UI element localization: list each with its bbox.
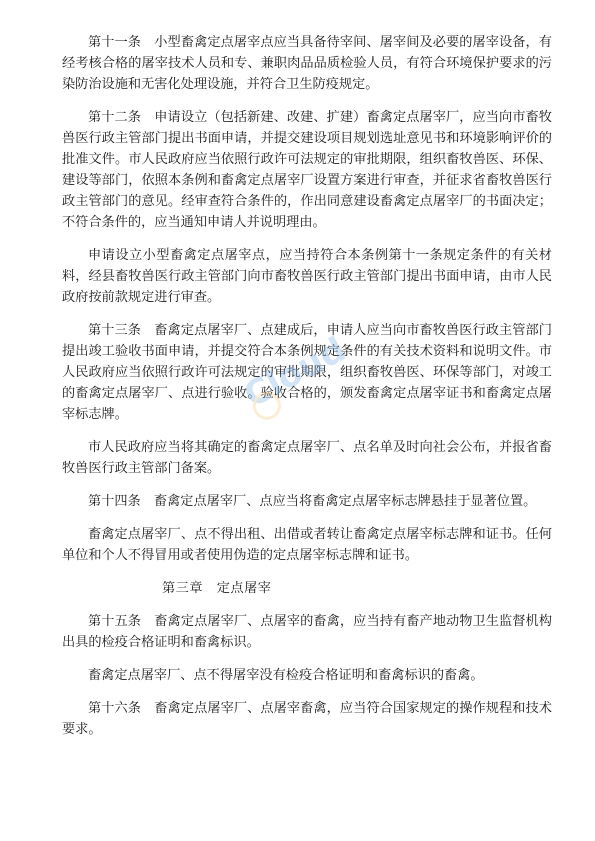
article-13-paragraph: 第十三条 畜禽定点屠宰厂、点建成后，申请人应当向市畜牧兽医行政主管部门提出竣工验收书面申请，并提交符合本条例规定条件的有关技术资料和说明文件。市人民政府应当依照行政许可法规定的审批期限，组织畜牧兽医、环保等部门，对竣工的畜禽定点屠宰厂、点进行验收。验收合格的，颁发畜禽定点屠宰证书和畜禽定点屠宰标志牌。 bbox=[62, 323, 552, 422]
article-11-paragraph: 第十一条 小型畜禽定点屠宰点应当具备待宰间、屠宰间及必要的屠宰设备，有经考核合格的屠宰技术人员和专、兼职肉品品质检验人员，有符合环境保护要求的污染防治设施和无害化处理设施，并符合卫生防疫规定。 bbox=[62, 35, 552, 92]
article-12-continuation-paragraph: 申请设立小型畜禽定点屠宰点，应当持符合本条例第十一条规定条件的有关材料，经县畜牧兽医行政主管部门向市畜牧兽医行政主管部门提出书面申请，由市人民政府按前款规定进行审查。 bbox=[62, 248, 552, 305]
article-16-paragraph: 第十六条 畜禽定点屠宰厂、点屠宰畜禽，应当符合国家规定的操作规程和技术要求。 bbox=[62, 701, 552, 737]
chapter-heading: 第三章 定点屠宰 bbox=[162, 581, 272, 596]
watermark-text: Cloud bbox=[237, 329, 353, 416]
document-body bbox=[62, 32, 552, 752]
article-14-continuation-paragraph: 畜禽定点屠宰厂、点不得出租、出借或者转让畜禽定点屠宰标志牌和证书。任何单位和个人不得冒用或者使用伪造的定点屠宰标志牌和证书。 bbox=[62, 527, 552, 563]
article-15-paragraph: 第十五条 畜禽定点屠宰厂、点屠宰的畜禽，应当持有畜产地动物卫生监督机构出具的检疫合格证明和畜禽标识。 bbox=[62, 614, 552, 650]
article-15-continuation-paragraph: 畜禽定点屠宰厂、点不得屠宰没有检疫合格证明和畜禽标识的畜禽。 bbox=[88, 668, 484, 683]
article-12-paragraph: 第十二条 申请设立（包括新建、改建、扩建）畜禽定点屠宰厂，应当向市畜牧兽医行政主管部门提出书面申请，并提交建设项目规划选址意见书和环境影响评价的批准文件。市人民政府应当依照行政许可法规定的审批期限，组织畜牧兽医、环保、建设等部门，依照本条例和畜禽定点屠宰厂设置方案进行审查，并征求省畜牧兽医行政主管部门的意见。经审查符合条件的，作出同意建设畜禽定点屠宰厂的书面决定；不符合条件的，应当通知申请人并说明理由。 bbox=[62, 110, 552, 230]
article-13-continuation-paragraph: 市人民政府应当将其确定的畜禽定点屠宰厂、点名单及时向社会公布，并报省畜牧兽医行政主管部门备案。 bbox=[62, 440, 552, 476]
article-14-paragraph: 第十四条 畜禽定点屠宰厂、点应当将畜禽定点屠宰标志牌悬挂于显著位置。 bbox=[88, 494, 537, 509]
